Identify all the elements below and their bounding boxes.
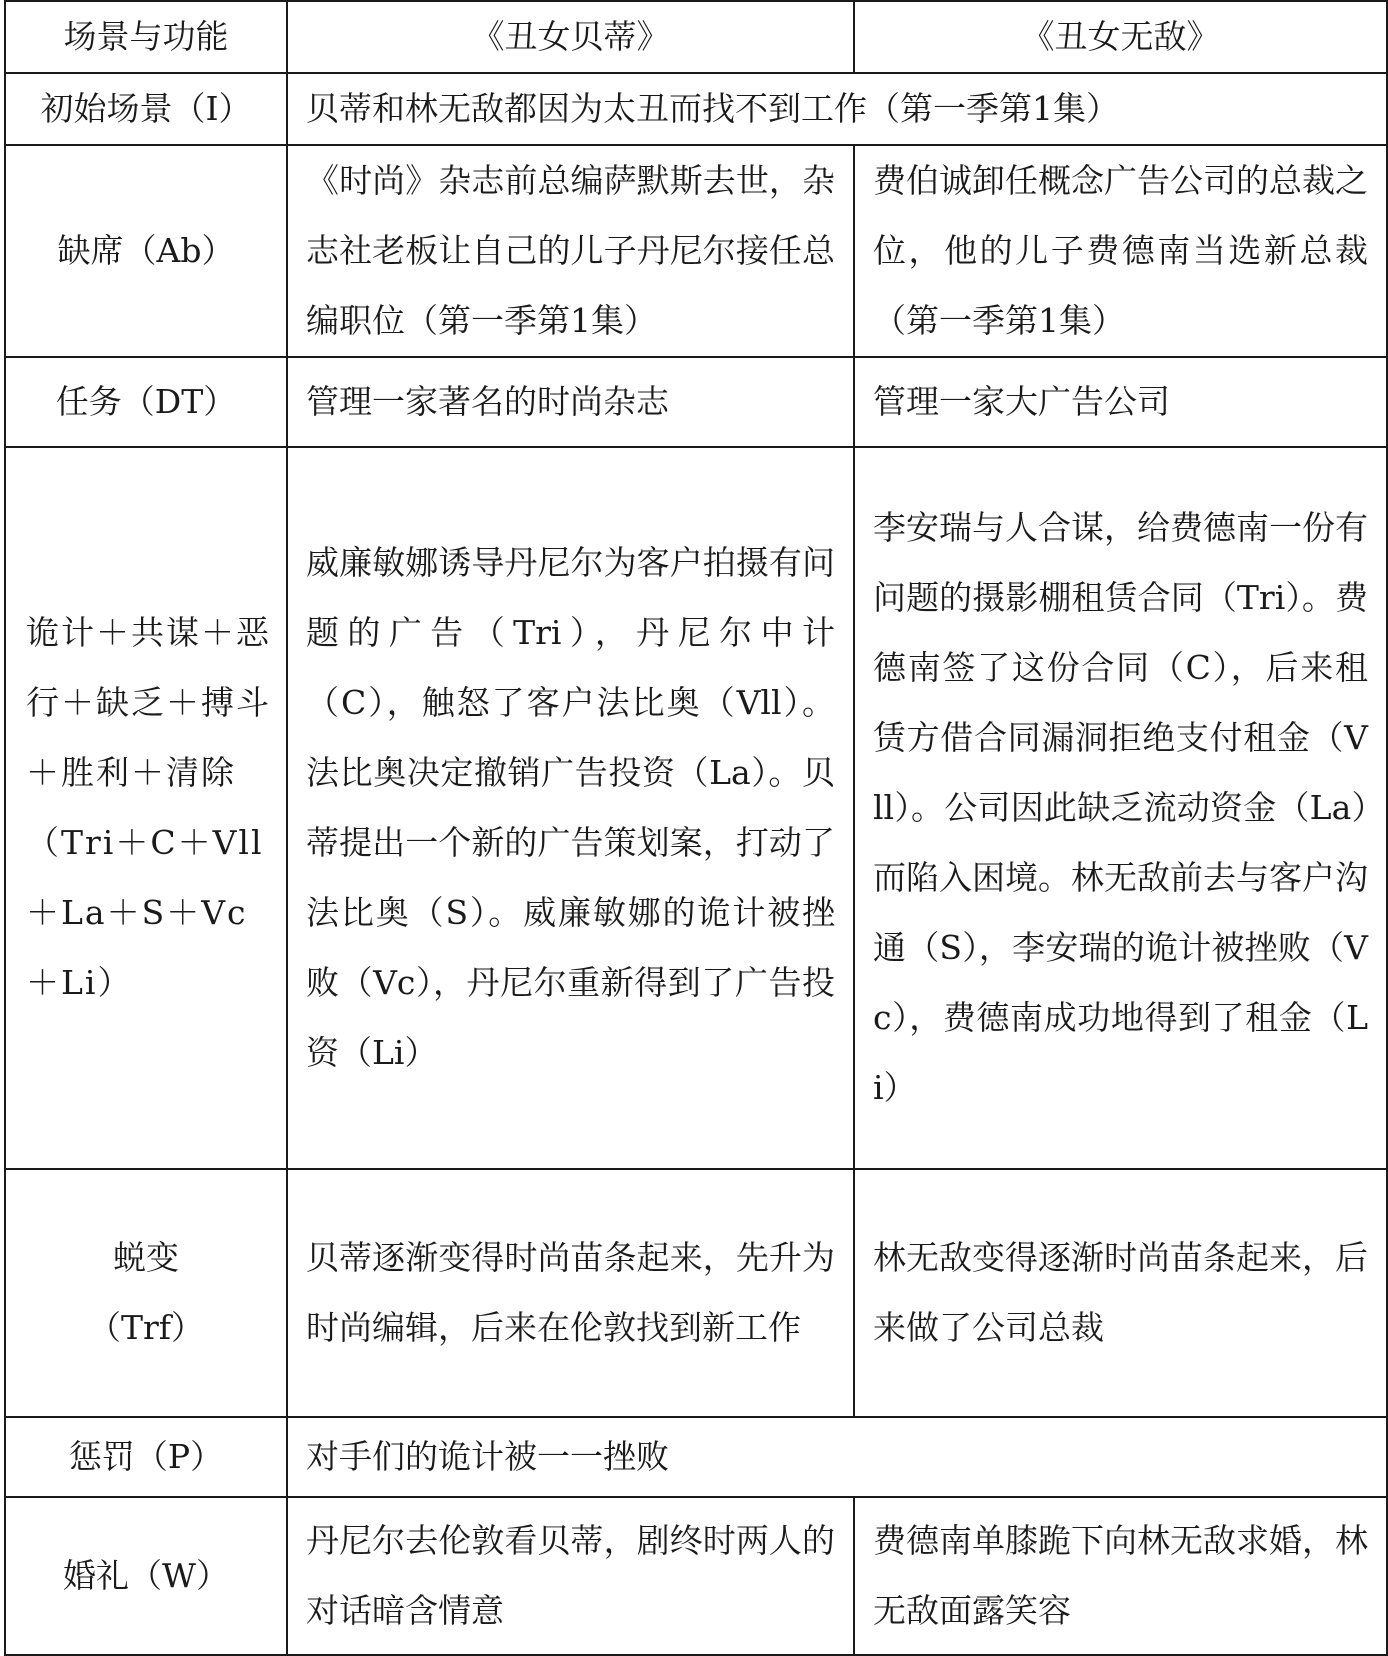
wudi-cell: 管理一家大广告公司: [854, 357, 1387, 447]
wudi-cell: 李安瑞与人合谋，给费德南一份有问题的摄影棚租赁合同（Tri）。费德南签了这份合同（C），后来租赁方借合同漏洞拒绝支付租金（Vll）。公司因此缺乏流动资金（La）而陷入困境。林无敌前去与客户沟通（S），李安瑞的诡计被挫败（Vc），费德南成功地得到了租金（Li）: [854, 447, 1387, 1169]
merged-cell: 对手们的诡计被一一挫败: [287, 1417, 1387, 1497]
scene-cell: [5, 1169, 287, 1417]
betty-cell: 贝蒂逐渐变得时尚苗条起来，先升为时尚编辑，后来在伦敦找到新工作: [287, 1169, 854, 1417]
header-ugly-wudi: 《丑女无敌》: [854, 1, 1387, 73]
table-row: [5, 145, 1387, 357]
table-row: [5, 1169, 1387, 1417]
wudi-cell: 费德南单膝跪下向林无敌求婚，林无敌面露笑容: [854, 1497, 1387, 1655]
scene-cell: 初始场景（I）: [5, 73, 287, 145]
betty-cell: 丹尼尔去伦敦看贝蒂，剧终时两人的对话暗含情意: [287, 1497, 854, 1655]
wudi-cell: 费伯诚卸任概念广告公司的总裁之位，他的儿子费德南当选新总裁（第一季第1集）: [854, 145, 1387, 357]
header-ugly-betty: 《丑女贝蒂》: [287, 1, 854, 73]
comparison-table: [4, 0, 1388, 1656]
table-row: [5, 73, 1387, 145]
header-scene-function: 场景与功能: [5, 1, 287, 73]
wudi-cell: 林无敌变得逐渐时尚苗条起来，后来做了公司总裁: [854, 1169, 1387, 1417]
betty-cell: 《时尚》杂志前总编萨默斯去世，杂志社老板让自己的儿子丹尼尔接任总编职位（第一季第1集）: [287, 145, 854, 357]
scene-code: （Trf）: [88, 1308, 204, 1347]
betty-cell: 管理一家著名的时尚杂志: [287, 357, 854, 447]
table-row: [5, 1497, 1387, 1655]
scene-name: 蜕变: [113, 1238, 179, 1277]
scene-cell: 婚礼（W）: [5, 1497, 287, 1655]
table-header-row: [5, 1, 1387, 73]
scene-cell: 缺席（Ab）: [5, 145, 287, 357]
table-row: [5, 357, 1387, 447]
table-row: [5, 1417, 1387, 1497]
scene-cell: 惩罚（P）: [5, 1417, 287, 1497]
betty-cell: 威廉敏娜诱导丹尼尔为客户拍摄有问题的广告（Tri），丹尼尔中计（C），触怒了客户法比奥（Vll）。法比奥决定撤销广告投资（La）。贝蒂提出一个新的广告策划案，打动了法比奥（S）。威廉敏娜的诡计被挫败（Vc），丹尼尔重新得到了广告投资（Li）: [287, 447, 854, 1169]
table-row: [5, 447, 1387, 1169]
scene-cell: 诡计＋共谋＋恶行＋缺乏＋搏斗＋胜利＋清除（Tri＋C＋Vll＋La＋S＋Vc＋Li）: [5, 447, 287, 1169]
scene-cell: 任务（DT）: [5, 357, 287, 447]
merged-cell: 贝蒂和林无敌都因为太丑而找不到工作（第一季第1集）: [287, 73, 1387, 145]
